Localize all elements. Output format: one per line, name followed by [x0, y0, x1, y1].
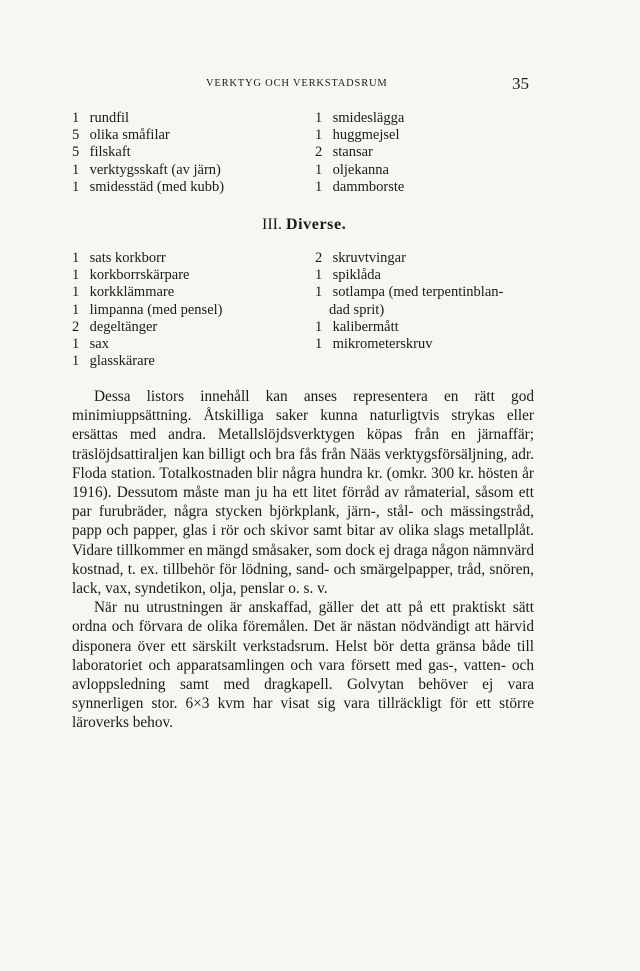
item-name: verktygsskaft (av järn)	[89, 161, 221, 178]
list-item-continuation: dad sprit)	[329, 301, 385, 318]
item-quantity: 1	[315, 178, 323, 195]
item-name: sats korkborr	[89, 250, 166, 266]
list-item	[315, 127, 404, 144]
item-quantity: 1	[72, 110, 80, 126]
item-quantity: 1	[315, 318, 323, 335]
item-name: mikrometerskruv	[332, 336, 433, 353]
item-name: filskaft	[89, 144, 131, 161]
paragraph: När nu utrustningen är anskaffad, gäller det att på ett praktiskt sätt ordna och förvara de olika föremålen. Det är nästan nödvändigt att härvid disponera över ett särskilt verkstadsrum. Helst bör detta gränsa både till laboratoriet och apparatsamlingen och vara försett med gas-, vatten- och avloppsledning samt med dragkapell. Golvytan behöver ej vara synnerligen stor. 6×3 kvm har visat sig vara tillräckligt för ett större läroverks behov.	[72, 599, 534, 732]
item-quantity: 1	[315, 336, 323, 353]
list-item	[315, 162, 404, 179]
list-item	[72, 110, 224, 127]
list-item	[72, 336, 223, 353]
item-quantity: 1	[315, 127, 323, 144]
tool-list-left	[72, 110, 224, 196]
misc-list-left	[72, 250, 223, 370]
item-quantity: 5	[72, 144, 80, 161]
list-item	[72, 144, 224, 161]
item-name: korkklämmare	[89, 284, 175, 301]
section-title: Diverse.	[285, 216, 347, 233]
item-name: olika småfilar	[89, 127, 170, 144]
list-item	[315, 284, 503, 301]
item-name: spiklåda	[332, 267, 381, 284]
list-item	[72, 267, 223, 284]
item-name: korkborrskärpare	[89, 267, 190, 284]
list-item	[72, 162, 224, 179]
item-name: skruvtvingar	[332, 250, 406, 266]
item-name: kalibermått	[332, 318, 399, 335]
item-quantity: 1	[72, 161, 80, 178]
item-quantity: 1	[315, 110, 323, 126]
item-quantity: 2	[315, 144, 323, 161]
item-name: stansar	[332, 144, 373, 161]
tool-list-right	[315, 110, 404, 196]
item-name: sotlampa (med terpentinblan-	[332, 284, 504, 301]
misc-list-right	[315, 250, 503, 353]
item-name: limpanna (med pensel)	[89, 301, 223, 318]
item-quantity: 2	[72, 318, 80, 335]
item-quantity: 1	[72, 284, 80, 301]
item-quantity: 1	[315, 284, 323, 301]
list-item	[72, 353, 223, 370]
item-name: degeltänger	[89, 318, 158, 335]
list-item	[315, 144, 404, 161]
item-name: rundfil	[89, 110, 130, 126]
body-text	[72, 387, 534, 733]
paragraph: Dessa listors innehåll kan anses representera en rätt god minimiuppsättning. Åtskilliga saker kunna naturligtvis strykas eller ersättas med andra. Metallslöjdsverktygen köpas från en järnaffär; träslöjdsattiraljen kan billigt och bra fås från Nääs verktygsförsäljning, adr. Floda station. Totalkostnaden blir några hundra kr. (omkr. 300 kr. hösten år 1916). Dessutom måste man ju ha ett litet förråd av råmaterial, såsom ett par furubräder, några stycken björkplank, järn-, stål- och mässingstråd, papp och papper, glas i rör och skivor samt bitar av olika slags metallplåt. Vidare tillkommer en mängd småsaker, som dock ej draga någon nämnvärd kostnad, t. ex. tillbehör för lödning, sand- och smärgelpapper, tråd, snören, lack, vax, syndetikon, olja, penslar o. s. v.	[72, 388, 534, 598]
item-quantity: 1	[72, 336, 80, 353]
item-quantity: 1	[72, 178, 80, 195]
item-name: smideslägga	[332, 110, 405, 126]
list-item	[72, 127, 224, 144]
list-item	[72, 319, 223, 336]
section-numeral: III.	[262, 216, 282, 233]
item-quantity: 1	[72, 301, 80, 318]
item-quantity: 1	[72, 267, 80, 284]
list-item	[315, 250, 503, 267]
list-item	[315, 110, 404, 127]
item-name: oljekanna	[332, 161, 389, 178]
item-name: dammborste	[332, 178, 405, 195]
list-item	[72, 250, 223, 267]
item-quantity: 1	[72, 250, 80, 266]
item-quantity: 1	[72, 353, 80, 370]
item-quantity: 5	[72, 127, 80, 144]
item-name: glasskärare	[89, 353, 155, 370]
item-name: sax	[89, 336, 109, 353]
list-item	[315, 267, 503, 284]
item-quantity: 2	[315, 250, 323, 266]
running-head: VERKTYG OCH VERKSTADSRUM	[206, 78, 388, 89]
page-number: 35	[512, 74, 529, 93]
list-item	[315, 179, 404, 196]
item-name: smidesstäd (med kubb)	[89, 178, 225, 195]
item-quantity: 1	[315, 267, 323, 284]
item-quantity: 1	[315, 161, 323, 178]
list-item	[315, 336, 503, 353]
section-heading	[262, 216, 346, 234]
list-item	[72, 284, 223, 301]
list-item	[315, 319, 503, 336]
item-name: huggmejsel	[332, 127, 400, 144]
list-item	[72, 179, 224, 196]
list-item	[72, 302, 223, 319]
